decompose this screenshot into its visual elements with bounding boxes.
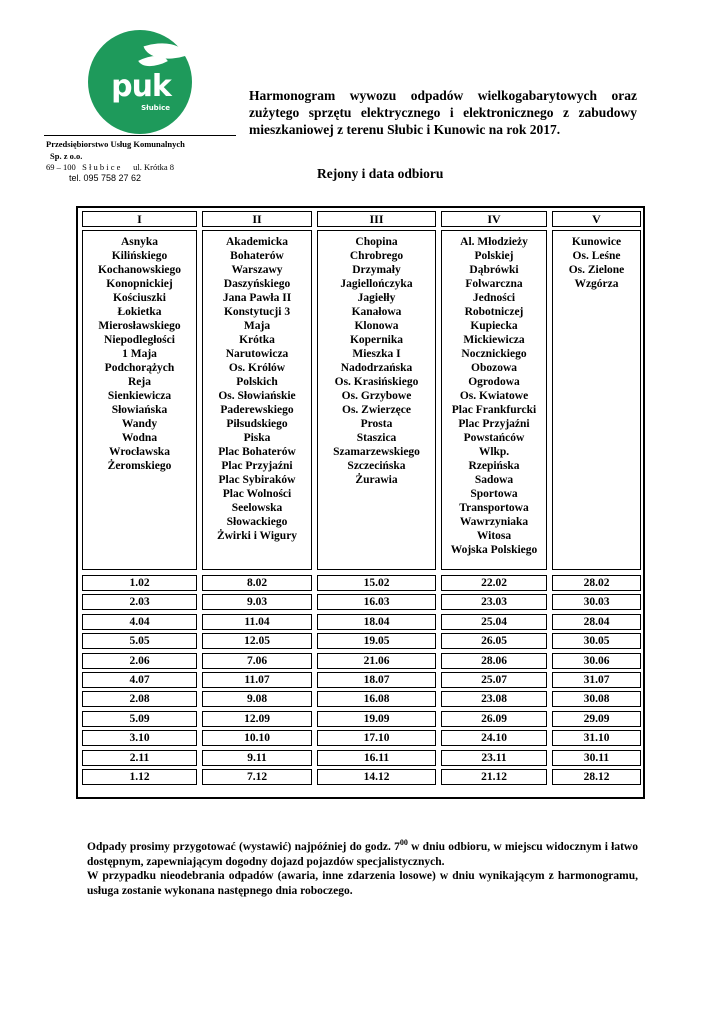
street-name: Kochanowskiego bbox=[97, 264, 182, 276]
pickup-date: 14.12 bbox=[317, 769, 436, 785]
street-name: Sadowa bbox=[474, 474, 514, 486]
pickup-date: 28.06 bbox=[441, 653, 547, 669]
pickup-date: 30.11 bbox=[552, 750, 641, 766]
street-name: Niepodległości bbox=[104, 334, 175, 346]
pickup-date: 30.08 bbox=[552, 691, 641, 707]
pickup-date: 16.08 bbox=[317, 691, 436, 707]
street-name: Maja bbox=[243, 320, 271, 332]
pickup-date: 25.07 bbox=[441, 672, 547, 688]
street-name: Plac Przyjaźni bbox=[458, 418, 530, 430]
company-form: Sp. z o.o. bbox=[50, 151, 83, 161]
region-header-5: V bbox=[552, 211, 641, 227]
street-name: Żurawia bbox=[355, 474, 398, 486]
street-name: Kanałowa bbox=[351, 306, 402, 318]
street-name: Plac Przyjaźni bbox=[221, 460, 293, 472]
street-name: Os. Królów bbox=[228, 362, 286, 374]
pickup-date: 4.04 bbox=[82, 614, 197, 630]
street-name: Rzepińska bbox=[468, 460, 520, 472]
pickup-date: 24.10 bbox=[441, 730, 547, 746]
street-name: Szamarzewskiego bbox=[333, 446, 420, 458]
street-name: Al. Młodzieży bbox=[460, 236, 528, 248]
company-phone: tel. 095 758 27 62 bbox=[69, 173, 142, 183]
pickup-date: 1.02 bbox=[82, 575, 197, 591]
pickup-date: 16.11 bbox=[317, 750, 436, 766]
street-name: Podchorążych bbox=[104, 362, 175, 374]
pickup-date: 11.04 bbox=[202, 614, 312, 630]
street-name: Łokietka bbox=[117, 306, 162, 318]
street-name: Plac Sybiraków bbox=[218, 474, 296, 486]
company-address: 69 – 100 S ł u b i c e ul. Krótka 8 bbox=[46, 162, 174, 172]
street-name: Plac Frankfurcki bbox=[451, 404, 537, 416]
pickup-date: 3.10 bbox=[82, 730, 197, 746]
pickup-date: 7.12 bbox=[202, 769, 312, 785]
pickup-date: 28.02 bbox=[552, 575, 641, 591]
street-name: Os. Grzybowe bbox=[341, 390, 412, 402]
street-name: Chopina bbox=[355, 236, 398, 248]
street-name: Os. Kwiatowe bbox=[459, 390, 529, 402]
pickup-date: 31.10 bbox=[552, 730, 641, 746]
company-logo bbox=[88, 30, 194, 134]
street-name: Polskiej bbox=[474, 250, 514, 262]
street-name: Prosta bbox=[360, 418, 393, 430]
pickup-date: 5.09 bbox=[82, 711, 197, 727]
street-name: Krótka bbox=[239, 334, 275, 346]
street-name: Jedności bbox=[472, 292, 516, 304]
pickup-date: 29.09 bbox=[552, 711, 641, 727]
pickup-date: 9.11 bbox=[202, 750, 312, 766]
pickup-date: 21.12 bbox=[441, 769, 547, 785]
street-name: Chrobrego bbox=[349, 250, 404, 262]
pickup-date: 30.05 bbox=[552, 633, 641, 649]
street-name: Robotniczej bbox=[464, 306, 524, 318]
street-name: Mierosławskiego bbox=[98, 320, 181, 332]
pickup-date: 17.10 bbox=[317, 730, 436, 746]
street-name: Witosa bbox=[476, 530, 512, 542]
region-header-2: II bbox=[202, 211, 312, 227]
pickup-date: 23.11 bbox=[441, 750, 547, 766]
street-name: Kunowice bbox=[571, 236, 622, 248]
street-name: Sportowa bbox=[470, 488, 518, 500]
street-name: Akademicka bbox=[226, 236, 288, 248]
street-name: Wandy bbox=[121, 418, 158, 430]
street-name: Konstytucji 3 bbox=[223, 306, 291, 318]
street-name: Drzymały bbox=[352, 264, 401, 276]
street-name: Słowackiego bbox=[226, 516, 288, 528]
pickup-date: 30.03 bbox=[552, 594, 641, 610]
street-name: Jagiełły bbox=[357, 292, 396, 304]
pickup-date: 9.03 bbox=[202, 594, 312, 610]
street-name: Polskich bbox=[236, 376, 278, 388]
pickup-date: 10.10 bbox=[202, 730, 312, 746]
street-name: Mickiewicza bbox=[463, 334, 525, 346]
street-name: Ogrodowa bbox=[468, 376, 520, 388]
pickup-date: 9.08 bbox=[202, 691, 312, 707]
pickup-date: 12.09 bbox=[202, 711, 312, 727]
pickup-date: 30.06 bbox=[552, 653, 641, 669]
company-divider bbox=[44, 135, 236, 136]
pickup-date: 11.07 bbox=[202, 672, 312, 688]
street-name: Os. Słowiańskie bbox=[218, 390, 296, 402]
pickup-date: 1.12 bbox=[82, 769, 197, 785]
street-name: Os. Leśne bbox=[572, 250, 621, 262]
pickup-date: 28.12 bbox=[552, 769, 641, 785]
footer-paragraph-1: Odpady prosimy przygotować (wystawić) najpóźniej do godz. $7^{00}$ w dniu odbioru, w miejscu widocznym i łatwo dostępnym, zapewniającym dogodny dojazd pojazdów specjalistycznych. bbox=[87, 838, 638, 868]
street-name: Piska bbox=[243, 432, 271, 444]
pickup-date: 16.03 bbox=[317, 594, 436, 610]
street-name: Os. Zielone bbox=[568, 264, 625, 276]
street-name: Sienkiewicza bbox=[107, 390, 172, 402]
street-name: Wzgórza bbox=[574, 278, 619, 290]
street-name: Kilińskiego bbox=[111, 250, 168, 262]
pickup-date: 2.06 bbox=[82, 653, 197, 669]
street-name: Plac Bohaterów bbox=[218, 446, 296, 458]
street-name: Staszica bbox=[356, 432, 397, 444]
pickup-date: 21.06 bbox=[317, 653, 436, 669]
street-name: Os. Zwierzęce bbox=[342, 404, 411, 416]
street-name: Nadodrzańska bbox=[340, 362, 413, 374]
company-name: Przedsiębiorstwo Usług Komunalnych bbox=[46, 139, 185, 149]
street-name: Jagiellończyka bbox=[340, 278, 413, 290]
document-title: Harmonogram wywozu odpadów wielkogabarytowych oraz zużytego sprzętu elektrycznego i elektronicznego z zabudowy mieszkaniowej z terenu Słubic i Kunowic na rok 2017. bbox=[249, 88, 637, 137]
schedule-subtitle: Rejony i data odbioru bbox=[317, 166, 444, 181]
pickup-date: 26.09 bbox=[441, 711, 547, 727]
street-name: Transportowa bbox=[459, 502, 529, 514]
street-name: Piłsudskiego bbox=[226, 418, 288, 430]
pickup-date: 23.03 bbox=[441, 594, 547, 610]
pickup-date: 5.05 bbox=[82, 633, 197, 649]
pickup-date: 18.04 bbox=[317, 614, 436, 630]
street-name: Kopernika bbox=[349, 334, 404, 346]
street-name: Żwirki i Wigury bbox=[216, 530, 298, 542]
pickup-date: 12.05 bbox=[202, 633, 312, 649]
street-name: Klonowa bbox=[354, 320, 399, 332]
street-name: Żeromskiego bbox=[107, 460, 172, 472]
street-name: Daszyńskiego bbox=[223, 278, 291, 290]
street-name: Kupiecka bbox=[470, 320, 518, 332]
street-name: Powstańców bbox=[463, 432, 525, 444]
street-name: Warszawy bbox=[231, 264, 283, 276]
street-name: Słowiańska bbox=[111, 404, 168, 416]
pickup-date: 22.02 bbox=[441, 575, 547, 591]
pickup-date: 19.05 bbox=[317, 633, 436, 649]
street-name: 1 Maja bbox=[122, 348, 157, 360]
street-name: Paderewskiego bbox=[220, 404, 294, 416]
street-name: Szczecińska bbox=[347, 460, 406, 472]
street-name: Obozowa bbox=[471, 362, 517, 374]
street-name: Seelowska bbox=[231, 502, 283, 514]
region-streets-4 bbox=[441, 230, 547, 570]
pickup-date: 2.11 bbox=[82, 750, 197, 766]
footer-paragraph-2: W przypadku nieodebrania odpadów (awaria, inne zdarzenia losowe) w dniu wynikającym z harmonogramu, usługa zostanie wykonana następnego dnia roboczego. bbox=[87, 870, 638, 897]
street-name: Kościuszki bbox=[112, 292, 167, 304]
street-name: Nocznickiego bbox=[461, 348, 527, 360]
pickup-date: 8.02 bbox=[202, 575, 312, 591]
pickup-date: 2.03 bbox=[82, 594, 197, 610]
street-name: Wawrzyniaka bbox=[459, 516, 529, 528]
region-streets-2 bbox=[202, 230, 312, 570]
street-name: Folwarczna bbox=[465, 278, 523, 290]
street-name: Wodna bbox=[121, 432, 158, 444]
street-name: Plac Wolności bbox=[222, 488, 292, 500]
pickup-date: 19.09 bbox=[317, 711, 436, 727]
street-name: Narutowicza bbox=[225, 348, 289, 360]
pickup-date: 15.02 bbox=[317, 575, 436, 591]
street-name: Wrocławska bbox=[109, 446, 170, 458]
street-name: Bohaterów bbox=[230, 250, 284, 262]
pickup-date: 31.07 bbox=[552, 672, 641, 688]
footer-notes bbox=[87, 840, 638, 898]
region-streets-3 bbox=[317, 230, 436, 570]
pickup-date: 18.07 bbox=[317, 672, 436, 688]
street-name: Konopnickiej bbox=[106, 278, 173, 290]
pickup-date: 2.08 bbox=[82, 691, 197, 707]
pickup-date: 7.06 bbox=[202, 653, 312, 669]
region-header-3: III bbox=[317, 211, 436, 227]
pickup-date: 4.07 bbox=[82, 672, 197, 688]
region-header-4: IV bbox=[441, 211, 547, 227]
street-name: Wojska Polskiego bbox=[450, 544, 538, 556]
logo-subtext: Słubice bbox=[141, 104, 170, 112]
pickup-date: 26.05 bbox=[441, 633, 547, 649]
logo-text: puk bbox=[111, 69, 171, 104]
pickup-date: 25.04 bbox=[441, 614, 547, 630]
street-name: Reja bbox=[128, 376, 151, 388]
street-name: Mieszka I bbox=[352, 348, 401, 360]
street-name: Os. Krasińskiego bbox=[334, 376, 419, 388]
region-streets-5 bbox=[552, 230, 641, 570]
street-name: Wlkp. bbox=[478, 446, 510, 458]
region-streets-1 bbox=[82, 230, 197, 570]
pickup-date: 23.08 bbox=[441, 691, 547, 707]
pickup-date: 28.04 bbox=[552, 614, 641, 630]
street-name: Asnyka bbox=[120, 236, 159, 248]
street-name: Jana Pawła II bbox=[222, 292, 292, 304]
street-name: Dąbrówki bbox=[469, 264, 519, 276]
region-header-1: I bbox=[82, 211, 197, 227]
